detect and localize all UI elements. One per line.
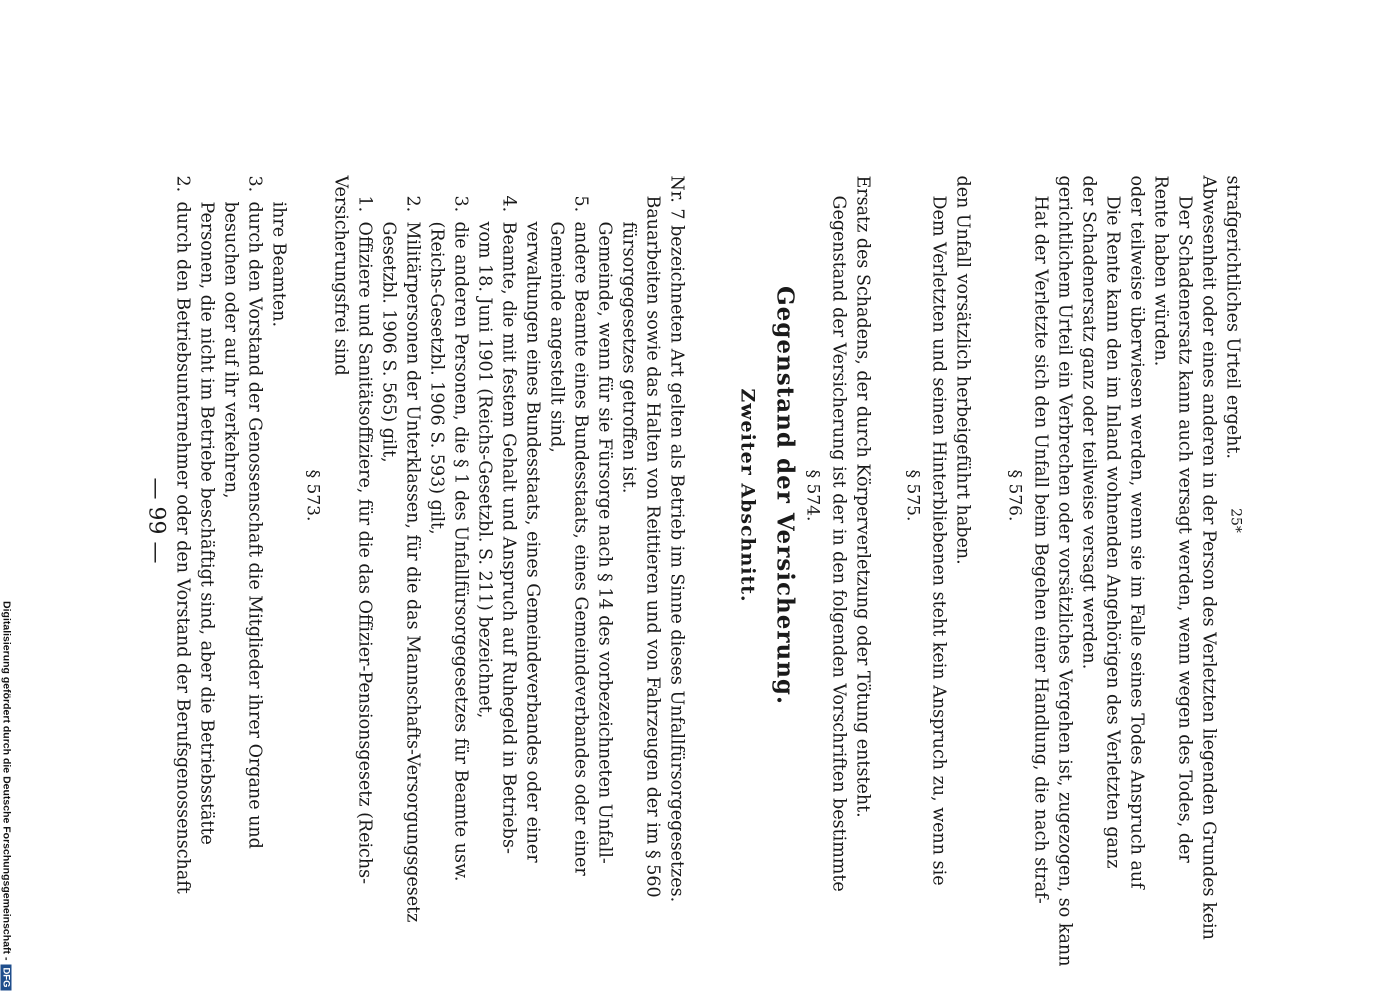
paragraph-line: Hat der Verletzte sich den Unfall beim Begehen einer Handlung, die nach straf- [1030, 195, 1050, 904]
list-item: 2.durch den Betriebsunternehmer oder den Vorstand der Berufsgenossenschaft [172, 175, 192, 894]
list-item: 1.Offiziere und Sanitätsoffiziere, für die das Offizier-Pensionsgesetz (Reichs- [354, 195, 374, 884]
list-item-cont: (Reichs-Gesetzbl. 1906 S. 593) gilt, [426, 221, 446, 535]
paragraph-line: Gegenstand der Versicherung ist der in den folgenden Vorschriften bestimmte [828, 195, 848, 892]
list-item: 2.Militärpersonen der Unterklassen, für die das Mannschafts-Versorgungsgesetz [402, 195, 422, 922]
section-576-title: § 576. [1004, 469, 1024, 521]
section-573-title: § 573. [302, 469, 322, 521]
list-item-cont: Gesetzbl. 1906 S. 565) gilt, [378, 221, 398, 463]
list-item-cont: vom 18. Juni 1901 (Reichs-Gesetzbl. S. 211) bezeichnet, [474, 221, 494, 718]
list-item: 4.Beamte, die mit festem Gehalt und Anspruch auf Ruhegeld in Betriebs- [498, 195, 518, 854]
list-item-cont: ihre Beamten. [268, 201, 288, 327]
list-item: 3.durch den Vorstand der Genossenschaft die Mitglieder ihrer Organe und [244, 175, 264, 849]
paragraph-line: Ersatz des Schadens, der durch Körperverletzung oder Tötung entsteht. [852, 175, 872, 818]
watermark-text: Digitalisierung gefördert durch die Deutsche Forschungsgemeinschaft - [0, 600, 12, 960]
paragraph-line: Die Rente kann den im Inland wohnenden Angehörigen des Verletzten ganz [1102, 195, 1122, 868]
list-item-cont: fürsorgegesetzes getroffen ist. [618, 221, 638, 493]
section-573-intro: Versicherungsfrei sind [330, 175, 350, 376]
paragraph-line: den Unfall vorsätzlich herbeigeführt haben. [952, 175, 972, 565]
paragraph-line: Bauarbeiten sowie das Halten von Reittieren und von Fahrzeugen der im § 560 [642, 195, 662, 898]
list-item-cont: Gemeinde angestellt sind, [546, 221, 566, 453]
chapter-title: Gegenstand der Versicherung. [771, 285, 798, 705]
list-item-cont: verwaltungen eines Bundesstaats, eines Gemeindeverbandes oder einer [522, 221, 542, 863]
paragraph-line: Rente haben würden. [1150, 175, 1170, 366]
list-item: 3.die anderen Personen, die § 1 des Unfallfürsorgegesetzes für Beamte usw. [450, 195, 470, 881]
dfg-logo: DFG [0, 964, 11, 990]
page-number: — 99 — [143, 477, 168, 563]
section-575-title: § 575. [902, 469, 922, 521]
paragraph-line: Der Schadenersatz kann auch versagt werden, wenn wegen des Todes, der [1174, 195, 1194, 863]
paragraph-line: oder teilweise überwiesen werden, wenn sie im Falle seines Todes Anspruch auf [1126, 175, 1146, 889]
paragraph-line: Dem Verletzten und seinen Hinterbliebenen steht kein Anspruch zu, wenn sie [928, 195, 948, 886]
chapter-label: Zweiter Abschnitt. [736, 387, 758, 603]
paragraph-line: gerichtlichem Urteil ein Verbrechen oder vorsätzliches Vergehen ist, zugezogen, so kann [1054, 175, 1074, 966]
list-item: 5.andere Beamte eines Bundesstaats, eines Gemeindeverbandes oder einer [570, 195, 590, 876]
dfg-watermark [0, 10, 12, 990]
list-item-cont: besuchen oder auf ihr verkehren, [220, 201, 240, 499]
section-574-title: § 574. [802, 469, 822, 521]
paragraph-line: Abwesenheit oder eines anderen in der Person des Verletzten liegenden Grundes kein [1198, 175, 1218, 940]
list-item-cont: Gemeinde, wenn für sie Fürsorge nach § 14 des vorbezeichneten Unfall- [594, 221, 614, 864]
list-item-cont: Personen, die nicht im Betriebe beschäftigt sind, aber die Betriebsstätte [196, 201, 216, 845]
signature-mark: 25* [1227, 507, 1243, 533]
paragraph-line: der Schadenersatz ganz oder teilweise versagt werden. [1078, 175, 1098, 669]
paragraph-line: Nr. 7 bezeichneten Art gelten als Betrieb im Sinne dieses Unfallfürsorgegesetzes. [666, 175, 686, 902]
paragraph-line: strafgerichtliches Urteil ergeht. [1222, 175, 1242, 459]
